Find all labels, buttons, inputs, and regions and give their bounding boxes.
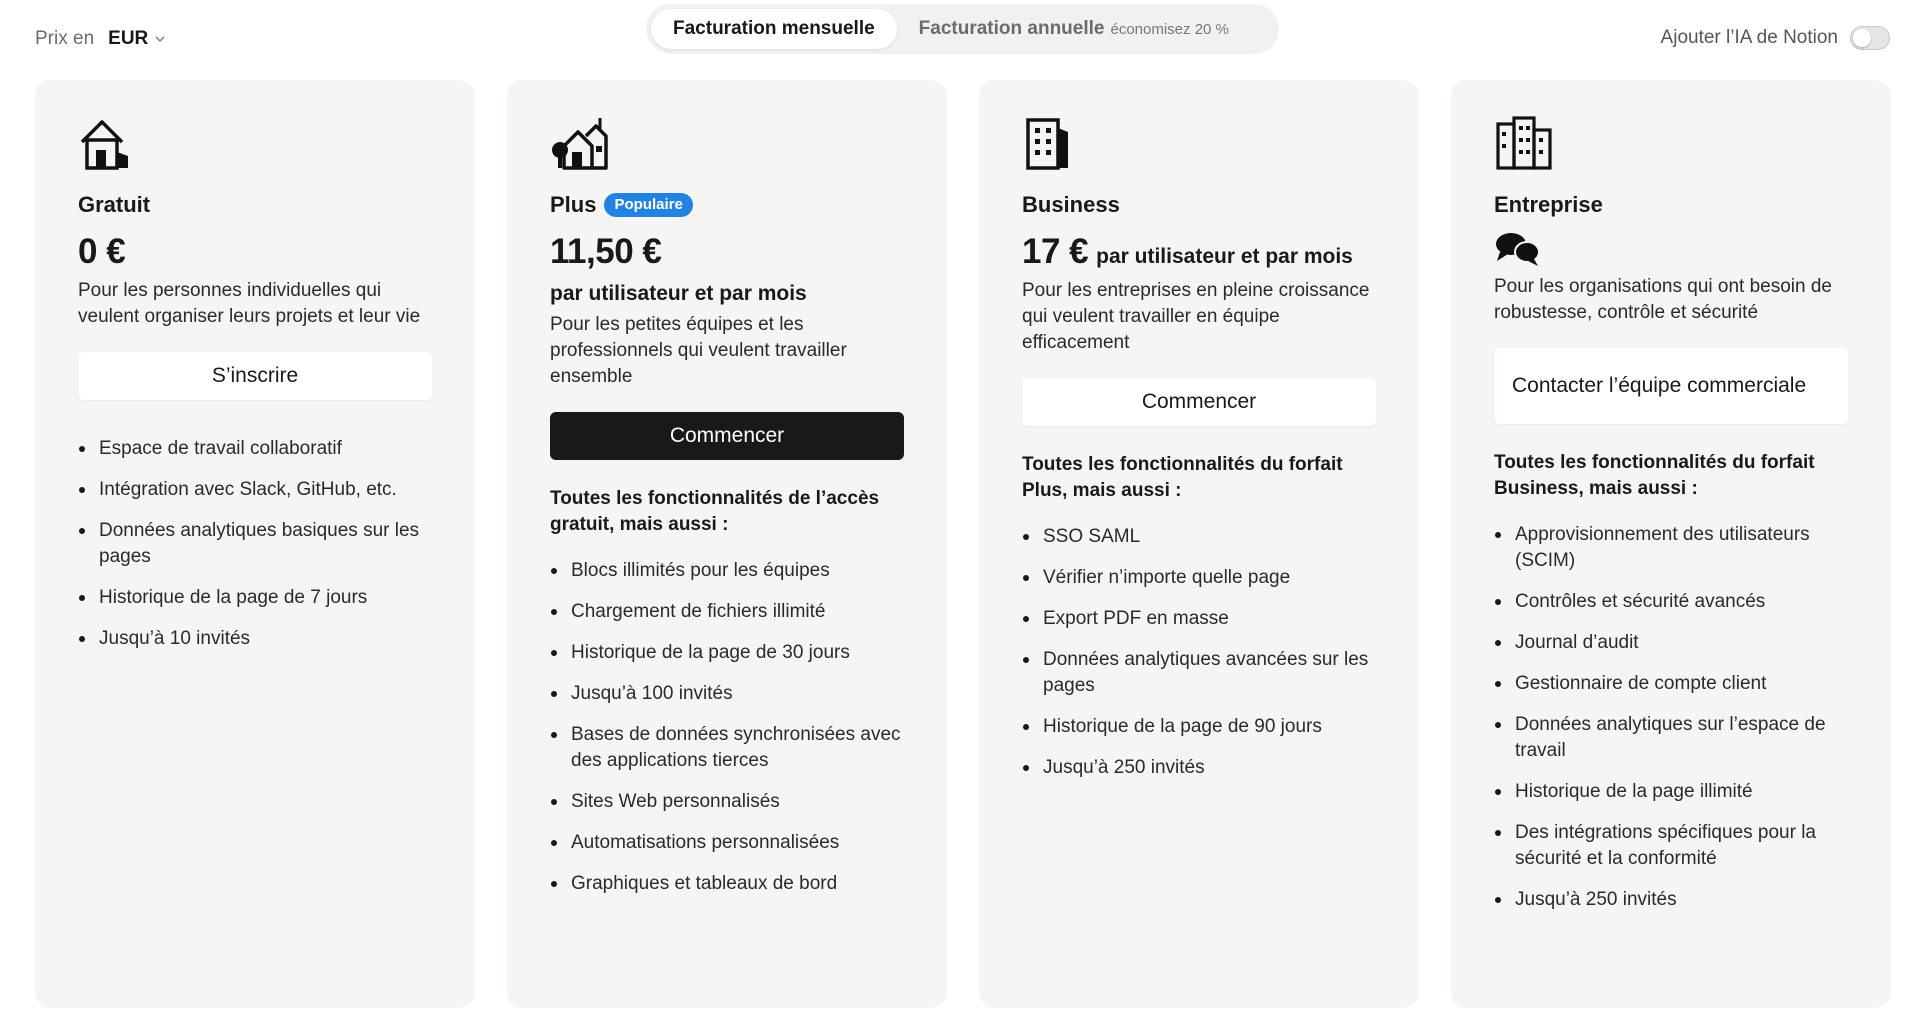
house-icon xyxy=(78,116,138,172)
feature-item: Blocs illimités pour les équipes xyxy=(550,558,905,584)
plan-name-row xyxy=(1022,190,1377,220)
feature-item: Contrôles et sécurité avancés xyxy=(1494,589,1849,615)
billing-monthly-option[interactable] xyxy=(651,9,897,49)
features-heading: Toutes les fonctionnalités de l’accès gratuit, mais aussi : xyxy=(550,488,880,535)
feature-item: Jusqu’à 10 invités xyxy=(78,626,433,652)
signup-button[interactable]: S’inscrire xyxy=(78,352,432,400)
plan-name: Plus xyxy=(550,192,597,217)
feature-item: Données analytiques avancées sur les pages xyxy=(1022,647,1377,699)
start-button[interactable]: Commencer xyxy=(550,412,904,460)
plan-description: Pour les personnes individuelles qui veulent organiser leurs projets et leur vie xyxy=(78,280,421,327)
feature-item: Graphiques et tableaux de bord xyxy=(550,871,905,897)
office-building-icon xyxy=(1022,116,1082,172)
switch-knob xyxy=(1853,29,1871,47)
popular-badge: Populaire xyxy=(604,193,692,217)
city-buildings-icon xyxy=(1494,116,1554,172)
billing-monthly-label: Facturation mensuelle xyxy=(673,18,875,39)
notion-ai-toggle-group xyxy=(1661,26,1890,50)
plan-name-row xyxy=(78,190,433,220)
ai-toggle-label: Ajouter l’IA de Notion xyxy=(1660,27,1838,48)
billing-annual-option[interactable] xyxy=(897,9,1251,49)
feature-list xyxy=(78,436,433,652)
billing-annual-label: Facturation annuelle xyxy=(918,18,1105,39)
price-row xyxy=(1022,232,1377,272)
plan-name-row xyxy=(550,190,905,220)
ai-toggle-switch[interactable] xyxy=(1850,26,1890,50)
plan-card-plus xyxy=(507,80,947,1008)
feature-item: Gestionnaire de compte client xyxy=(1494,671,1849,697)
plan-price: 0 € xyxy=(78,232,126,271)
feature-item: Jusqu’à 100 invités xyxy=(550,681,905,707)
feature-list xyxy=(550,558,905,897)
feature-item: Export PDF en masse xyxy=(1022,606,1377,632)
price-row xyxy=(78,232,433,272)
feature-item: Historique de la page de 90 jours xyxy=(1022,714,1377,740)
feature-item: Journal d’audit xyxy=(1494,630,1849,656)
chevron-down-icon xyxy=(154,33,166,45)
pricing-cards xyxy=(35,80,1890,1010)
feature-item: Sites Web personnalisés xyxy=(550,789,905,815)
chat-bubbles-icon xyxy=(1494,230,1542,268)
feature-item: Historique de la page de 30 jours xyxy=(550,640,905,666)
plan-card-business xyxy=(979,80,1419,1008)
billing-period-toggle xyxy=(646,4,1279,54)
feature-list xyxy=(1022,524,1377,781)
feature-item: Historique de la page de 7 jours xyxy=(78,585,433,611)
plan-name: Business xyxy=(1022,192,1120,217)
start-button[interactable]: Commencer xyxy=(1022,378,1376,426)
feature-item: Automatisations personnalisées xyxy=(550,830,905,856)
plan-description: Pour les petites équipes et les professionnels qui veulent travailler ensemble xyxy=(550,314,847,387)
feature-item: Chargement de fichiers illimité xyxy=(550,599,905,625)
feature-item: Bases de données synchronisées avec des applications tierces xyxy=(550,722,905,774)
features-heading: Toutes les fonctionnalités du forfait Business, mais aussi : xyxy=(1494,452,1815,499)
price-in-label: Prix en xyxy=(35,28,95,49)
feature-item: Données analytiques basiques sur les pages xyxy=(78,518,433,570)
plan-price: 17 € xyxy=(1022,232,1089,271)
plan-card-gratuit xyxy=(35,80,475,1008)
top-bar xyxy=(0,0,1920,80)
feature-item: Espace de travail collaboratif xyxy=(78,436,433,462)
feature-item: Jusqu’à 250 invités xyxy=(1494,887,1849,913)
feature-item: Des intégrations spécifiques pour la sécurité et la conformité xyxy=(1494,820,1849,872)
feature-item: Historique de la page illimité xyxy=(1494,779,1849,805)
annual-savings-note: économisez 20 % xyxy=(1110,20,1229,38)
feature-item: Intégration avec Slack, GitHub, etc. xyxy=(78,477,433,503)
price-unit: par utilisateur et par mois xyxy=(550,282,807,305)
contact-sales-button[interactable]: Contacter l’équipe commerciale xyxy=(1494,348,1848,424)
plan-card-entreprise xyxy=(1451,80,1891,1008)
plan-name: Entreprise xyxy=(1494,192,1603,217)
currency-selector xyxy=(35,28,166,50)
feature-item: Jusqu’à 250 invités xyxy=(1022,755,1377,781)
plan-price: 11,50 € xyxy=(550,232,662,271)
price-unit: par utilisateur et par mois xyxy=(1096,245,1353,268)
feature-list xyxy=(1494,522,1849,913)
plan-description: Pour les organisations qui ont besoin de robustesse, contrôle et sécurité xyxy=(1494,276,1833,323)
feature-item: Approvisionnement des utilisateurs (SCIM) xyxy=(1494,522,1849,574)
feature-item: Vérifier n’importe quelle page xyxy=(1022,565,1377,591)
houses-tree-icon xyxy=(550,116,610,172)
feature-item: SSO SAML xyxy=(1022,524,1377,550)
currency-dropdown[interactable] xyxy=(108,28,166,50)
plan-description: Pour les entreprises en pleine croissance qui veulent travailler en équipe efficacement xyxy=(1022,280,1370,353)
currency-value: EUR xyxy=(108,28,149,49)
features-heading: Toutes les fonctionnalités du forfait Plus, mais aussi : xyxy=(1022,454,1343,501)
price-row xyxy=(550,232,905,272)
plan-name: Gratuit xyxy=(78,192,151,217)
plan-name-row xyxy=(1494,190,1849,220)
feature-item: Données analytiques sur l’espace de travail xyxy=(1494,712,1849,764)
